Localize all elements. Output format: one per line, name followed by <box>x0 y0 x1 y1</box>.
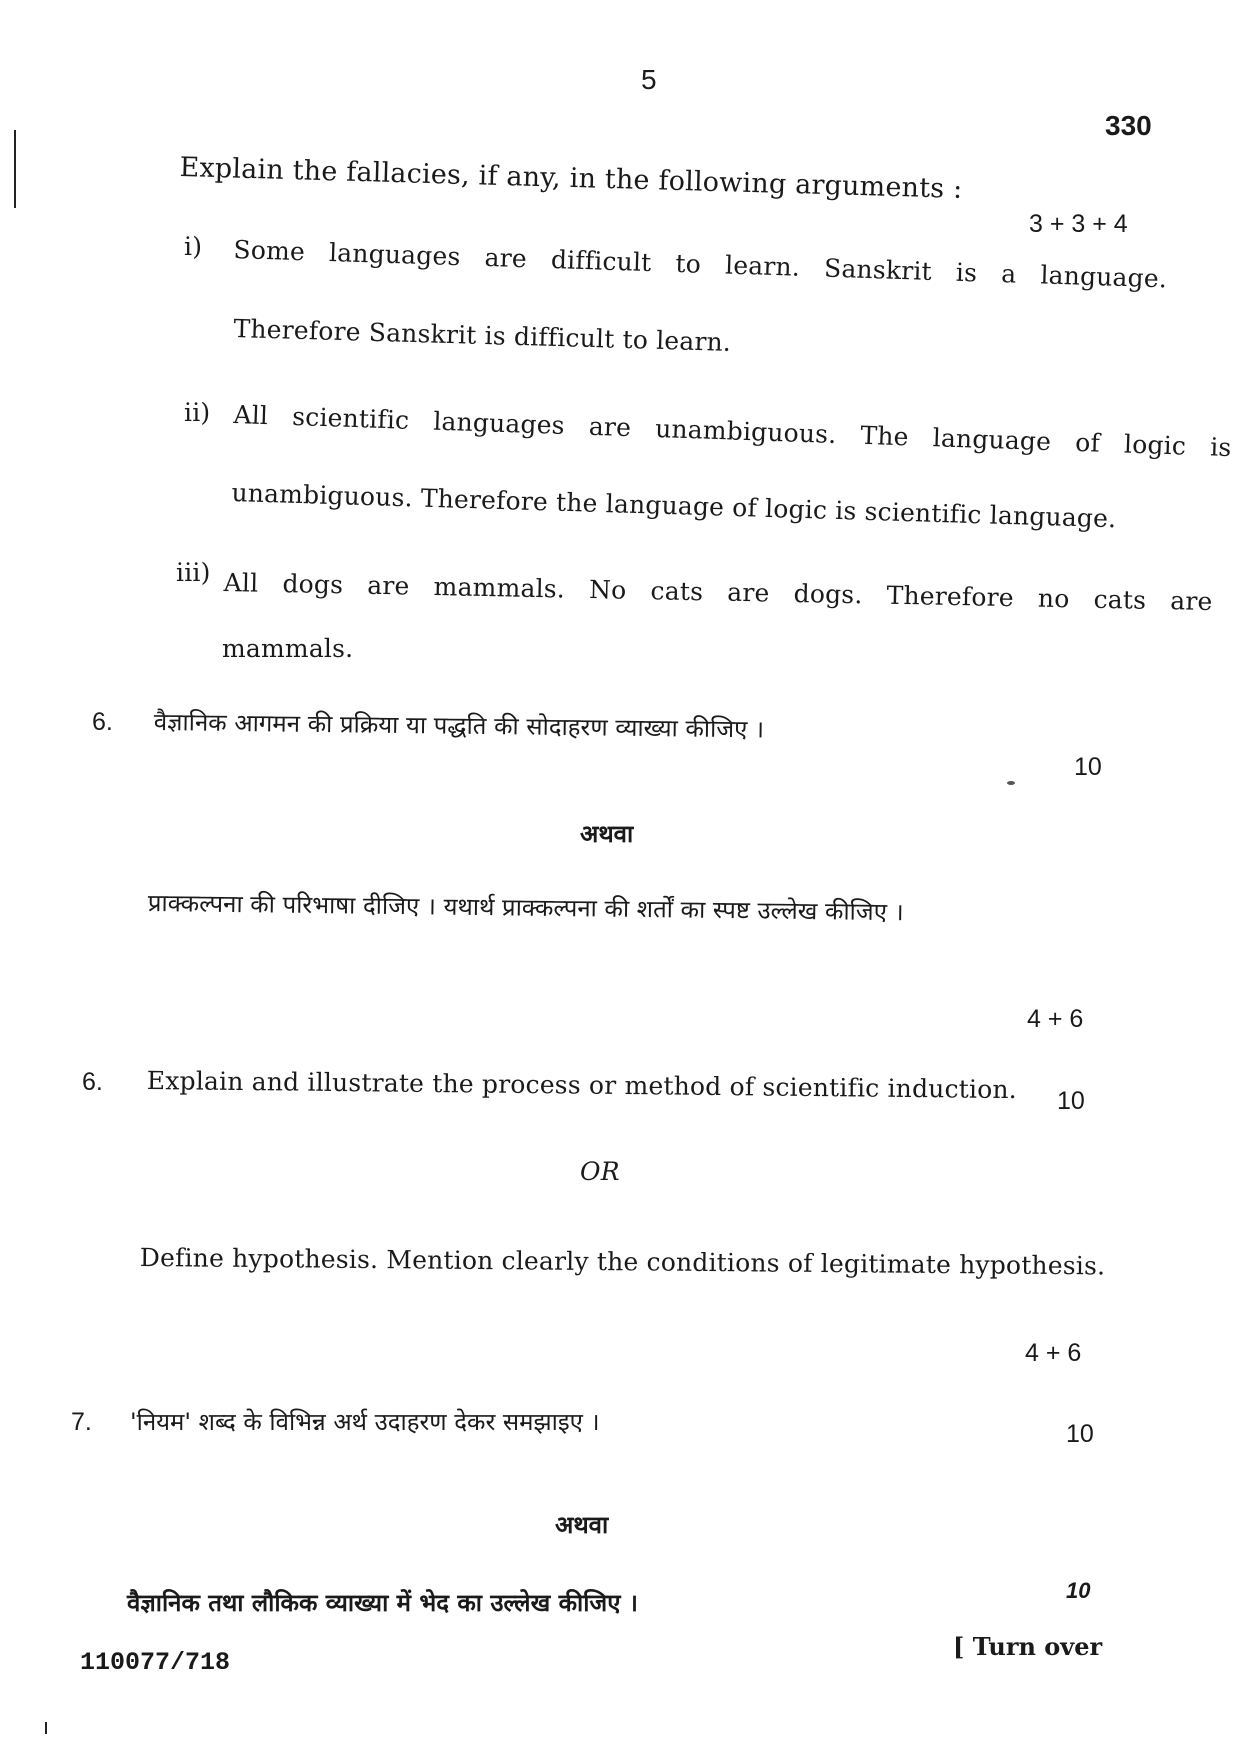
paper-code: 330 <box>1105 110 1152 141</box>
q5-item-number: iii) <box>176 558 211 587</box>
q6-english-number: 6. <box>82 1068 103 1096</box>
q5-marks: 3 + 3 + 4 <box>1029 210 1128 238</box>
scan-speck <box>1007 781 1015 785</box>
q6-hindi-or: अथवा <box>580 820 634 848</box>
q5-item-line: unambiguous. Therefore the language of logic is scientific language. <box>231 478 1117 534</box>
q6-hindi-alt-marks: 4 + 6 <box>1027 1005 1084 1033</box>
q5-item-line: mammals. <box>222 634 354 663</box>
q6-english-alt-marks: 4 + 6 <box>1025 1339 1082 1367</box>
q6-english-marks: 10 <box>1057 1087 1085 1115</box>
q6-hindi-alt-question: प्राक्कल्पना की परिभाषा दीजिए । यथार्थ प्राक्कल्पना की शर्तों का स्पष्ट उल्लेख कीजिए । <box>147 888 904 927</box>
q5-item-number: ii) <box>184 398 211 427</box>
q7-hindi-alt-question: वैज्ञानिक तथा लौकिक व्याख्या में भेद का उल्लेख कीजिए । <box>127 1589 638 1617</box>
q5-item-line: All dogs are mammals. No cats are dogs. Therefore no cats are <box>223 568 1213 616</box>
scan-edge-line <box>14 130 16 208</box>
page-number: 5 <box>641 64 657 95</box>
scan-edge-mark <box>45 1722 47 1734</box>
q6-english-or: OR <box>580 1157 620 1186</box>
q7-hindi-alt-marks: 10 <box>1066 1578 1091 1603</box>
q5-item-number: i) <box>184 232 203 261</box>
q7-hindi-marks: 10 <box>1066 1420 1094 1448</box>
q5-item-line: All scientific languages are unambiguous. The language of logic is <box>233 400 1232 463</box>
q7-hindi-or: अथवा <box>555 1511 609 1539</box>
turn-over-label: [ Turn over <box>953 1632 1103 1661</box>
q5-item-line: Some languages are difficult to learn. Sanskrit is a language. <box>233 235 1168 294</box>
q6-english-question: Explain and illustrate the process or method of scientific induction. <box>146 1066 1018 1105</box>
document-code: 110077/718 <box>80 1648 231 1677</box>
q6-hindi-question: वैज्ञानिक आगमन की प्रक्रिया या पद्धति की सोदाहरण व्याख्या कीजिए । <box>153 707 765 744</box>
q5-instruction: Explain the fallacies, if any, in the following arguments : <box>179 152 963 205</box>
q7-hindi-number: 7. <box>71 1408 92 1436</box>
q6-hindi-number: 6. <box>92 708 113 736</box>
q6-english-alt-question: Define hypothesis. Mention clearly the conditions of legitimate hypothesis. <box>139 1243 1106 1281</box>
q7-hindi-question: 'नियम' शब्द के विभिन्न अर्थ उदाहरण देकर समझाइए । <box>130 1408 600 1436</box>
q6-hindi-marks: 10 <box>1074 753 1102 781</box>
q5-item-line: Therefore Sanskrit is difficult to learn. <box>233 314 732 357</box>
